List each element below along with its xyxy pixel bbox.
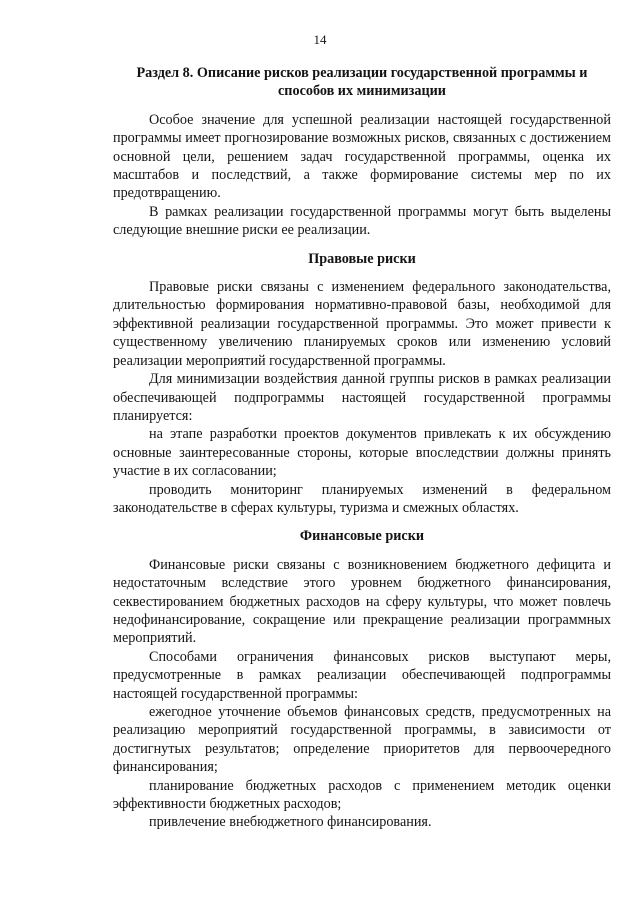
legal-risks-heading: Правовые риски [308,250,416,267]
financial-risks-paragraph-1: Финансовые риски связаны с возникновением бюджетного дефицита и недостаточным вследствие этого уровнем бюджетного финансирования, секвестированием бюджетных расходов на сферу культуры, что может повлечь недофинансирование, сокращение или прекращение реализации программных мероприятий. [113,556,611,647]
intro-paragraph-1: Особое значение для успешной реализации настоящей государственной программы имеет прогнозирование возможных рисков, связанных с достижением основной цели, решением задач государственной программы, оценка их масштабов и последствий, а также формирование системы мер по их предотвращению. [113,111,611,202]
financial-risks-paragraph-4: планирование бюджетных расходов с применением методик оценки эффективности бюджетных расходов; [113,777,611,813]
legal-risks-paragraph-1: Правовые риски связаны с изменением федерального законодательства, длительностью формирования нормативно-правовой базы, необходимой для эффективной реализации государственной программы. Это может привести к существенному увеличению планируемых сроков или изменению условий реализации мероприятий государственной программы. [113,279,611,369]
legal-risks-paragraph-2: Для минимизации воздействия данной группы рисков в рамках реализации обеспечивающей подпрограммы настоящей государственной программы планируется: [113,371,611,424]
legal-risks-paragraph-4: проводить мониторинг планируемых изменений в федеральном законодательстве в сферах культуры, туризма и смежных областях. [113,481,611,516]
financial-risks-paragraph-2: Способами ограничения финансовых рисков выступают меры, предусмотренные в рамках реализации обеспечивающей подпрограммы настоящей государственной программы: [113,648,611,702]
section-title: Раздел 8. Описание рисков реализации государственной программы и способов их минимизации [136,65,588,100]
intro-paragraph-2: В рамках реализации государственной программы могут быть выделены следующие внешние риски ее реализации. [113,203,611,239]
financial-risks-heading: Финансовые риски [299,528,425,545]
document-body [113,64,611,832]
legal-risks-paragraph-3: на этапе разработки проектов документов привлекать к их обсуждению основные заинтересованные стороны, которые впоследствии должны принять участие в их согласовании; [113,426,611,480]
financial-risks-paragraph-5: привлечение внебюджетного финансирования. [149,814,432,831]
financial-risks-paragraph-3: ежегодное уточнение объемов финансовых средств, предусмотренных на реализацию мероприятий государственной программы, в зависимости от достигнутых результатов; определение приоритетов для первоочередного финансирования; [113,704,611,776]
page-number: 14 [313,32,327,47]
